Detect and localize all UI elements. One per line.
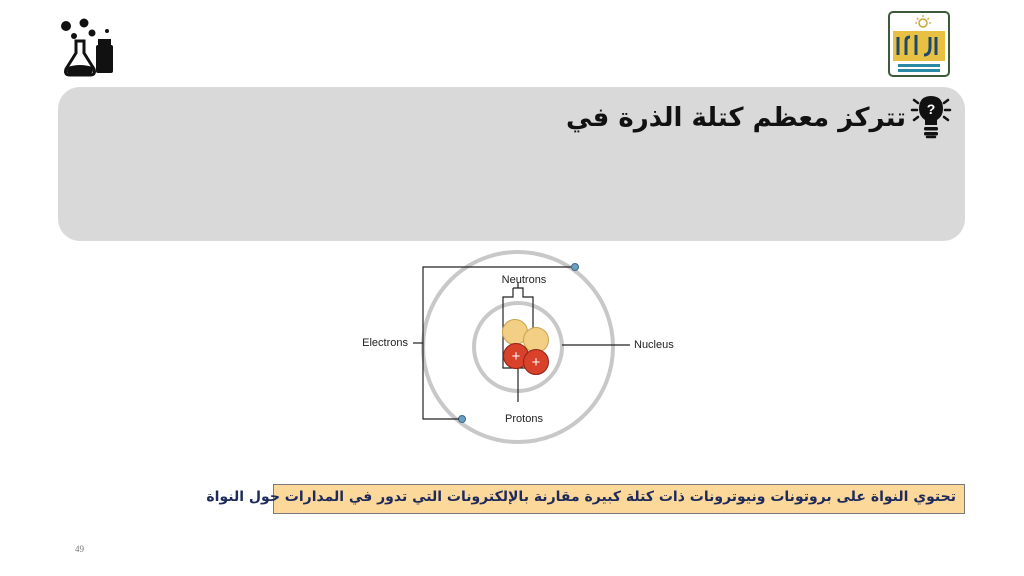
proton-symbol: + (531, 354, 541, 371)
electrons-bracket (423, 267, 571, 419)
neutron (524, 328, 549, 353)
lab-flask-icon (58, 17, 118, 79)
protons-label: Protons (505, 413, 543, 425)
atom-diagram (355, 250, 685, 450)
lightbulb-question-icon (908, 92, 954, 140)
proton-symbol: + (511, 348, 521, 365)
logo-icon (886, 9, 952, 79)
question-text: تتركز معظم كتلة الذرة في (566, 103, 906, 133)
electron (459, 416, 466, 423)
answer-box (206, 484, 965, 514)
neutrons-label: Neutrons (501, 274, 547, 286)
answer-text: تحتوي النواة على بروتونات ونيوترونات ذات كتلة كبيرة مقارنة بالإلكترونات التي تدور في المدارات حول النواة (206, 489, 956, 505)
page-number: 49 (75, 544, 84, 554)
nucleus-label: Nucleus (634, 339, 674, 351)
electrons-label: Electrons (362, 337, 408, 349)
electron (572, 264, 579, 271)
svg-text:?: ? (926, 101, 936, 117)
